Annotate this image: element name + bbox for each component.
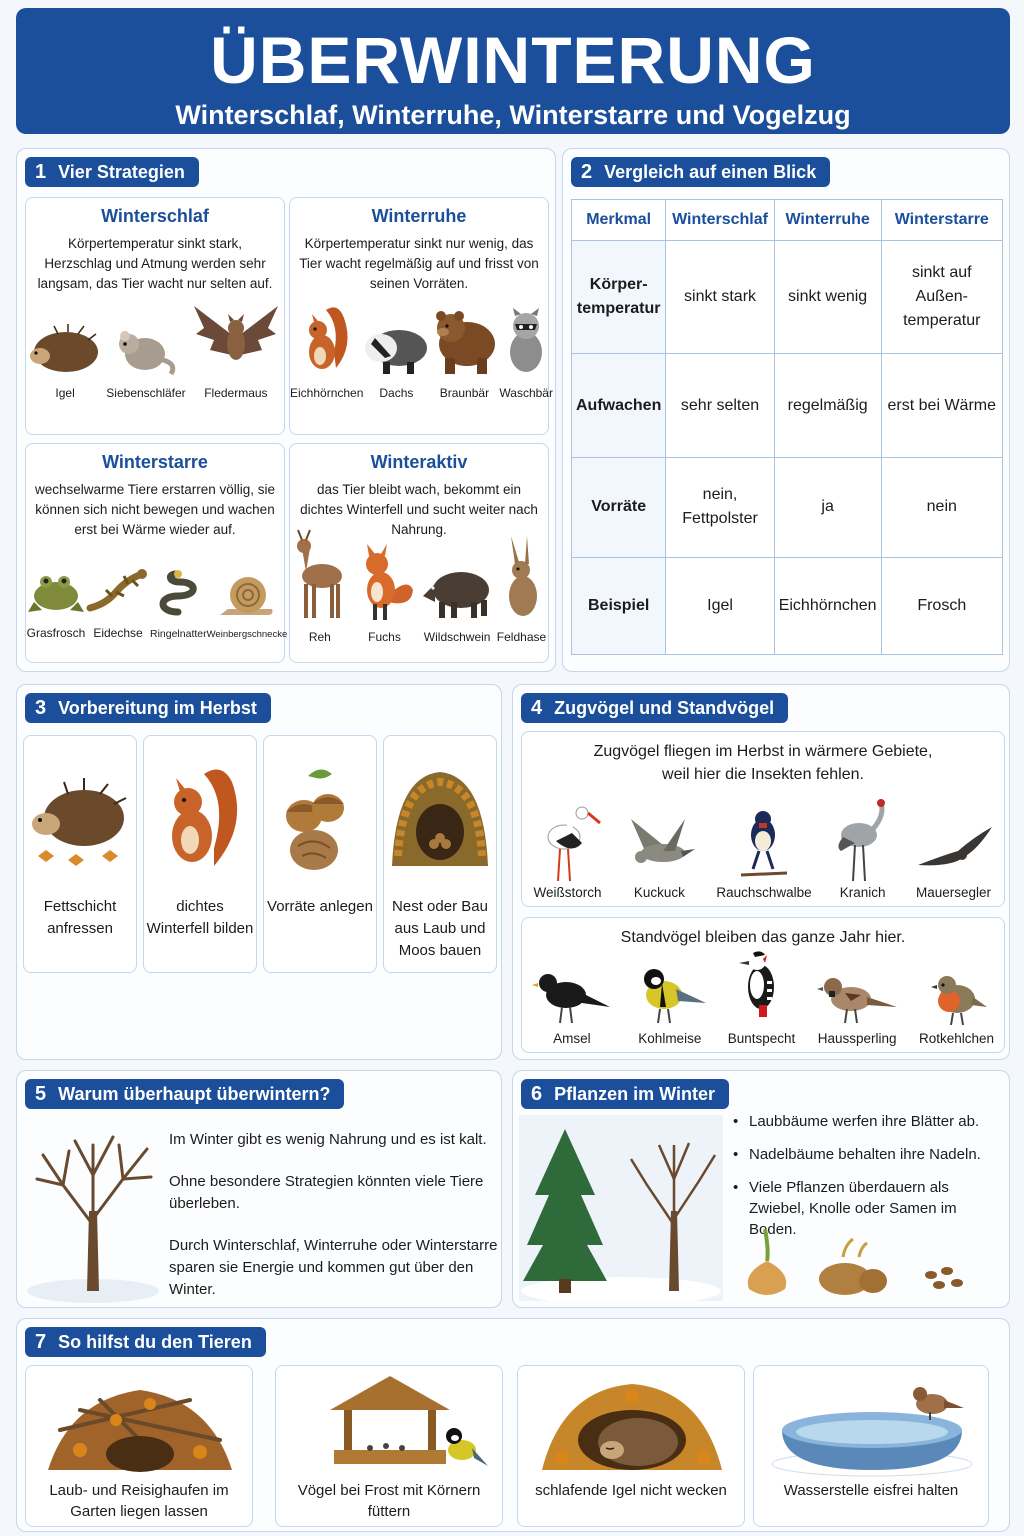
help-item-water: Wasserstelle eisfrei halten: [753, 1365, 989, 1527]
prep-item-fur: dichtes Winterfell bilden: [143, 735, 257, 973]
page-title: ÜBERWINTERUNG: [210, 23, 816, 97]
deer-icon: [292, 528, 348, 620]
card-text: wechselwarme Tiere erstarren völlig, sie können sich nicht bewegen und wachen erst bei Wärme wieder auf.: [34, 482, 276, 537]
animal-ringelnatter: Ringelnatter: [150, 568, 207, 640]
lizard-icon: [86, 564, 150, 616]
badger-icon: [363, 316, 429, 376]
card-title: Winteraktiv: [370, 452, 468, 472]
bird-rotkehlchen: Rotkehlchen: [919, 967, 994, 1046]
card-text: das Tier bleibt wach, bekommt ein dichtes Winterfell und sucht weiter nach Nahrung.: [300, 482, 538, 537]
animal-feldhase: Feldhase: [497, 534, 546, 644]
section-comparison: [562, 148, 1010, 672]
crane-icon: [833, 797, 893, 881]
list-item: • Laubbäume werfen ihre Blätter ab.: [731, 1111, 1007, 1132]
animal-igel: Igel: [28, 320, 102, 400]
bulb-tuber-seeds-icon: [735, 1221, 975, 1301]
great-tit-icon: [632, 961, 708, 1027]
why-paragraph: Ohne besondere Strategien könnten viele Tiere überleben.: [169, 1173, 484, 1212]
help-item-leaf-pile: Laub- und Reisighaufen im Garten liegen lassen: [25, 1365, 253, 1527]
card-winterschlaf: [25, 197, 285, 435]
bird-amsel: Amsel: [532, 961, 612, 1046]
animal-reh: Reh: [292, 528, 348, 644]
blackbird-icon: [532, 961, 612, 1027]
card-winterruhe: [289, 197, 553, 435]
table-row: Beispiel Igel Eichhörnchen Frosch: [572, 557, 1003, 655]
animal-eichhoernchen: Eichhörnchen: [290, 296, 363, 400]
section-number: 1: [35, 161, 47, 183]
bird-rauchschwalbe: Rauchschwalbe: [716, 805, 811, 900]
table-row: Vorräte nein, Fettpolster ja nein: [572, 457, 1003, 557]
why-text: [169, 1129, 499, 1321]
section-four-strategies: [16, 148, 556, 672]
card-text: Körpertemperatur sinkt stark, Herzschlag und Atmung werden sehr langsam, das Tier wacht nur selten auf.: [37, 236, 273, 291]
section-help-animals: [16, 1318, 1010, 1532]
hedgehog-icon: [28, 756, 132, 876]
list-item: • Nadelbäume behalten ihre Nadeln.: [731, 1144, 1007, 1165]
card-winterstarre: [25, 443, 288, 663]
robin-icon: [925, 967, 989, 1027]
section-birds: [512, 684, 1010, 1060]
card-title: Winterstarre: [102, 452, 208, 472]
table-row: Körper-temperatur sinkt stark sinkt wenig sinkt auf Außen-temperatur: [572, 240, 1003, 354]
animal-siebenschlaefer: Siebenschläfer: [106, 320, 185, 400]
water-bowl-icon: [768, 1370, 976, 1478]
card-title: Winterschlaf: [101, 206, 209, 226]
section-header: 7 So hilfst du den Tieren: [25, 1327, 266, 1357]
animal-waschbaer: Waschbär: [499, 304, 553, 400]
cuckoo-icon: [623, 811, 695, 881]
bird-feeder-icon: [290, 1370, 490, 1478]
section-header: 3 Vorbereitung im Herbst: [25, 693, 271, 723]
list-item: • Viele Pflanzen überdauern als Zwiebel, Knolle oder Samen im Boden.: [731, 1177, 1007, 1240]
prep-item-stores: Vorräte anlegen: [263, 735, 377, 973]
squirrel-icon: [300, 296, 354, 376]
hedgehog-icon: [28, 320, 102, 376]
stork-icon: [532, 797, 602, 881]
bird-buntspecht: Buntspecht: [728, 947, 796, 1046]
swallow-icon: [739, 805, 789, 881]
leaf-pile-icon: [40, 1370, 240, 1478]
resident-text: Standvögel bleiben das ganze Jahr hier.: [620, 929, 906, 946]
section-header: 6 Pflanzen im Winter: [521, 1079, 729, 1109]
resident-birds-box: [521, 917, 1005, 1053]
card-title: Winterruhe: [371, 206, 467, 226]
hare-icon: [501, 534, 541, 620]
section-header: 4 Zugvögel und Standvögel: [521, 693, 788, 723]
animal-braunbaer: Braunbär: [429, 302, 499, 400]
bat-icon: [190, 298, 282, 376]
help-item-sleeping-hedgehog: schlafende Igel nicht wecken: [517, 1365, 745, 1527]
bird-haussperling: Haussperling: [815, 967, 899, 1046]
bear-icon: [429, 302, 499, 376]
animal-grasfrosch: Grasfrosch: [26, 568, 86, 640]
section-autumn-preparation: [16, 684, 502, 1060]
snake-icon: [154, 568, 202, 618]
section-title: Vier Strategien: [58, 162, 185, 182]
swift-icon: [914, 821, 994, 881]
section-why-overwinter: [16, 1070, 502, 1308]
boar-icon: [421, 562, 493, 620]
table-header-row: Merkmal Winterschlaf Winterruhe Winterstarre: [572, 200, 1003, 241]
table-row: Aufwachen sehr selten regelmäßig erst bei Wärme: [572, 354, 1003, 458]
nest-icon: [388, 756, 492, 876]
section-header: [25, 157, 199, 187]
bird-kranich: Kranich: [833, 797, 893, 900]
why-paragraph: Durch Winterschlaf, Winterruhe oder Winterstarre sparen sie Energie und kommen gut über den Winter.: [169, 1237, 498, 1298]
comparison-table: [571, 199, 1003, 655]
animal-wildschwein: Wildschwein: [421, 562, 493, 644]
bird-mauersegler: Mauersegler: [914, 821, 994, 900]
section-header: 2 Vergleich auf einen Blick: [571, 157, 830, 187]
nuts-icon: [268, 756, 372, 876]
bird-weissstorch: Weißstorch: [532, 797, 602, 900]
snail-icon: [218, 571, 276, 619]
header-banner: [16, 8, 1010, 134]
animal-weinbergschnecke: Weinbergschnecke: [207, 571, 288, 640]
section-plants: [512, 1070, 1010, 1308]
migratory-text: Zugvögel fliegen im Herbst in wärmere Gebiete, weil hier die Insekten fehlen.: [593, 743, 933, 783]
prep-item-fat: Fettschicht anfressen: [23, 735, 137, 973]
bird-kohlmeise: Kohlmeise: [632, 961, 708, 1046]
help-item-bird-feeder: Vögel bei Frost mit Körnern füttern: [275, 1365, 503, 1527]
animal-fuchs: Fuchs: [351, 540, 417, 644]
migratory-birds-box: [521, 731, 1005, 907]
animal-eidechse: Eidechse: [86, 564, 150, 640]
fox-icon: [351, 540, 417, 620]
dormouse-icon: [111, 320, 181, 376]
prep-item-nest: Nest oder Bau aus Laub und Moos bauen: [383, 735, 497, 973]
raccoon-icon: [501, 304, 551, 376]
bare-tree-icon: [23, 1115, 163, 1305]
squirrel-icon: [148, 756, 252, 876]
why-paragraph: Im Winter gibt es wenig Nahrung und es ist kalt.: [169, 1131, 487, 1148]
animal-fledermaus: Fledermaus: [190, 298, 282, 400]
winter-trees-icon: [519, 1115, 723, 1301]
woodpecker-icon: [731, 947, 791, 1027]
frog-icon: [26, 568, 86, 616]
animal-dachs: Dachs: [363, 316, 429, 400]
sleeping-hedgehog-icon: [532, 1370, 732, 1478]
page-subtitle: Winterschlaf, Winterruhe, Winterstarre und Vogelzug: [175, 100, 851, 130]
card-text: Körpertemperatur sinkt nur wenig, das Tier wacht regelmäßig auf und frisst von seinen Vorräten.: [299, 236, 539, 291]
bird-kuckuck: Kuckuck: [623, 811, 695, 900]
card-winteraktiv: [289, 443, 549, 663]
section-header: 5 Warum überhaupt überwintern?: [25, 1079, 344, 1109]
sparrow-icon: [815, 967, 899, 1027]
